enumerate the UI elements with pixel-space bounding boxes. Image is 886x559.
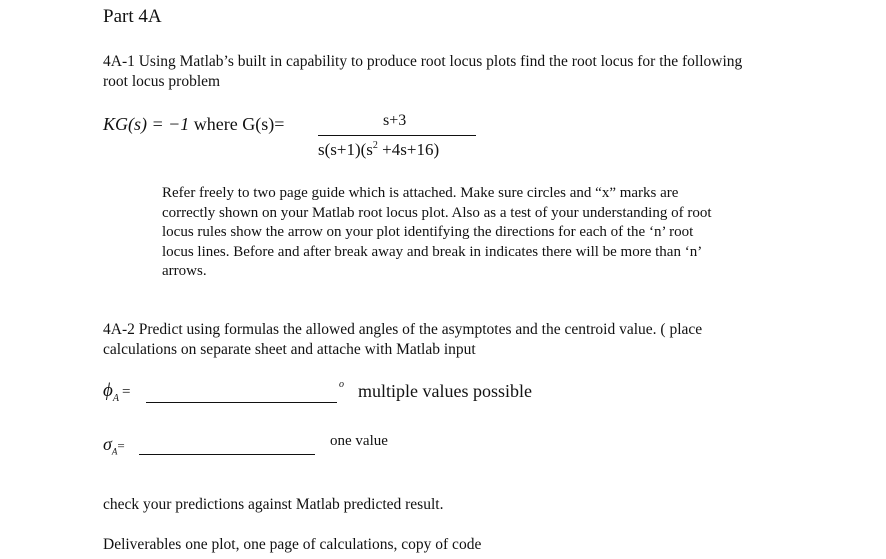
sigma-subscript: A bbox=[111, 446, 118, 457]
degree-symbol: o bbox=[339, 379, 344, 390]
instructions-line-3: locus rules show the arrow on your plot identifying the directions for each of the ‘n’ root bbox=[162, 224, 694, 240]
instructions-paragraph bbox=[162, 184, 812, 282]
instructions-line-4: locus lines. Before and after break away and break in indicates there will be more than ‘n’ bbox=[162, 243, 703, 260]
question-4a-1-line-1: 4A-1 Using Matlab’s built in capability to produce root locus plots find the root locus for the following bbox=[103, 53, 743, 70]
denominator-part-b: +4s+16) bbox=[377, 140, 440, 159]
sigma-hint: one value bbox=[330, 433, 388, 449]
question-4a-1-line-2: root locus problem bbox=[103, 73, 221, 90]
fraction-numerator: s+3 bbox=[383, 112, 407, 129]
question-4a-2-line-1: 4A-2 Predict using formulas the allowed angles of the asymptotes and the centroid value. ( place bbox=[103, 321, 703, 338]
denominator-part-a: s(s+1)(s bbox=[318, 140, 373, 159]
instructions-line-2: correctly shown on your Matlab root locus plot. Also as a test of your understanding of root bbox=[162, 204, 712, 221]
question-4a-1 bbox=[103, 52, 742, 92]
phi-symbol: ϕ bbox=[103, 380, 113, 401]
fraction-bar bbox=[318, 135, 476, 136]
phi-hint: multiple values possible bbox=[358, 381, 532, 401]
transfer-function-lhs bbox=[103, 114, 284, 135]
check-instruction: check your predictions against Matlab predicted result. bbox=[103, 496, 444, 513]
equation-lhs: KG(s) = −1 bbox=[103, 114, 190, 134]
deliverables: Deliverables one plot, one page of calculations, copy of code bbox=[103, 536, 482, 553]
sigma-symbol: σ bbox=[103, 434, 112, 454]
phi-label bbox=[103, 380, 130, 404]
question-4a-2-line-2: calculations on separate sheet and attache with Matlab input bbox=[103, 341, 476, 358]
sigma-answer-blank[interactable] bbox=[139, 454, 315, 455]
denominator-exponent: 2 bbox=[372, 140, 378, 151]
question-4a-2 bbox=[103, 320, 702, 360]
instructions-line-5: arrows. bbox=[162, 263, 207, 279]
sigma-equals: = bbox=[117, 438, 125, 453]
fraction-denominator bbox=[318, 140, 439, 160]
phi-equals: = bbox=[121, 384, 131, 400]
section-title: Part 4A bbox=[103, 6, 162, 27]
phi-answer-blank[interactable] bbox=[146, 402, 337, 403]
equation-where: where G(s)= bbox=[189, 114, 285, 134]
sigma-label bbox=[103, 434, 125, 457]
instructions-line-1: Refer freely to two page guide which is attached. Make sure circles and “x” marks are bbox=[162, 185, 679, 201]
phi-subscript: A bbox=[112, 392, 119, 404]
